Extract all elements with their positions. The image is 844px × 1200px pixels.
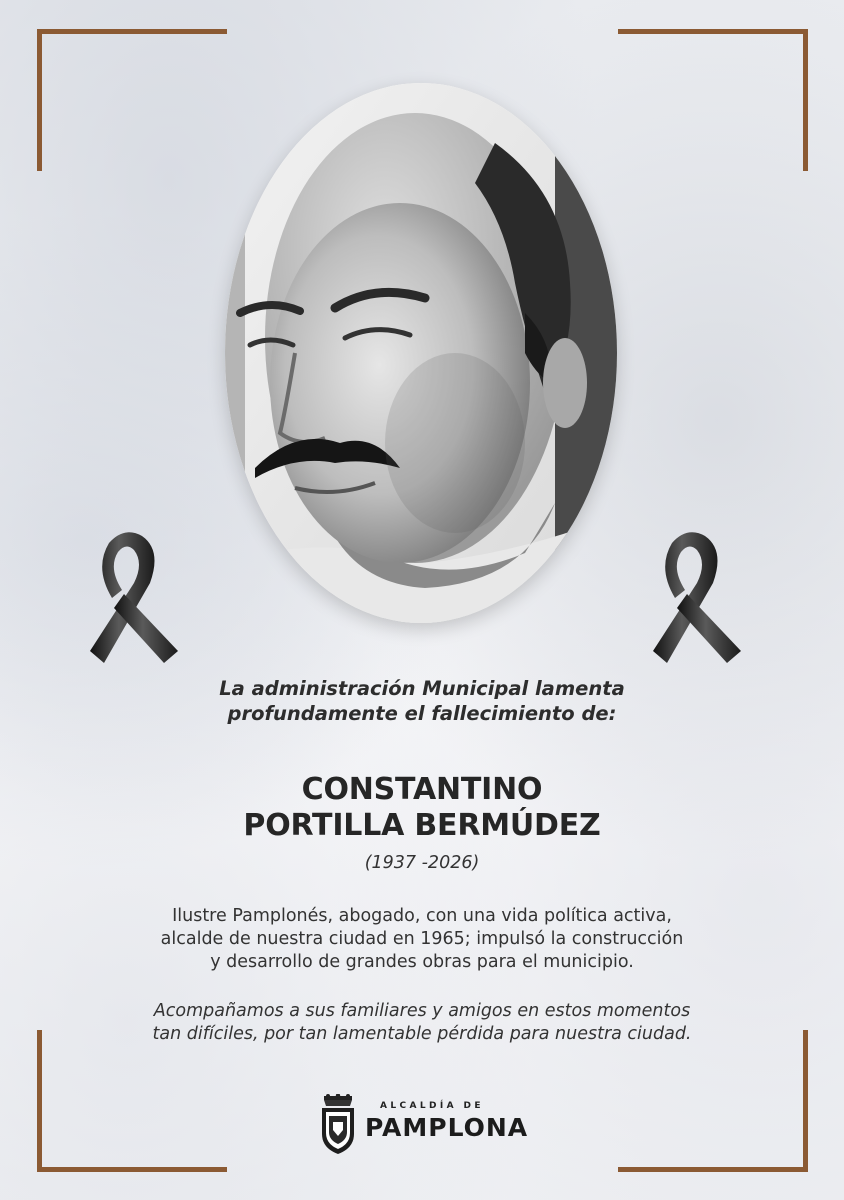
condolence-line-1: Acompañamos a sus familiares y amigos en estos momentos [153,1001,691,1021]
deceased-name-line-2: PORTILLA BERMÚDEZ [243,808,601,843]
mourning-ribbon-icon [647,528,747,673]
logo-title: PAMPLONA [365,1113,529,1142]
life-years: (1937 -2026) [364,853,480,873]
deceased-name [60,772,784,844]
logo-subtitle: ALCALDÍA DE [380,1101,484,1111]
condolence-line-2: tan difíciles, por tan lamentable pérdida para nuestra ciudad. [152,1024,692,1044]
corner-frame-top-left [37,29,227,171]
mourning-ribbon-icon [84,528,184,673]
intro-text [60,676,784,726]
portrait-photo [225,83,617,623]
biography-text [60,905,784,974]
deceased-name-line-1: CONSTANTINO [301,772,543,807]
bio-line-3: y desarrollo de grandes obras para el municipio. [210,952,634,972]
memorial-portrait [225,83,617,623]
corner-frame-bottom-left [37,1030,227,1172]
coat-of-arms-icon [318,1094,358,1156]
condolence-text [60,1000,784,1046]
bio-line-1: Ilustre Pamplonés, abogado, con una vida política activa, [172,906,672,926]
intro-line-1: La administración Municipal lamenta [219,677,625,700]
bio-line-2: alcalde de nuestra ciudad en 1965; impulsó la construcción [160,929,684,949]
corner-frame-top-right [618,29,808,171]
alcaldia-logo [318,1094,528,1156]
intro-line-2: profundamente el fallecimiento de: [227,702,617,725]
corner-frame-bottom-right [618,1030,808,1172]
